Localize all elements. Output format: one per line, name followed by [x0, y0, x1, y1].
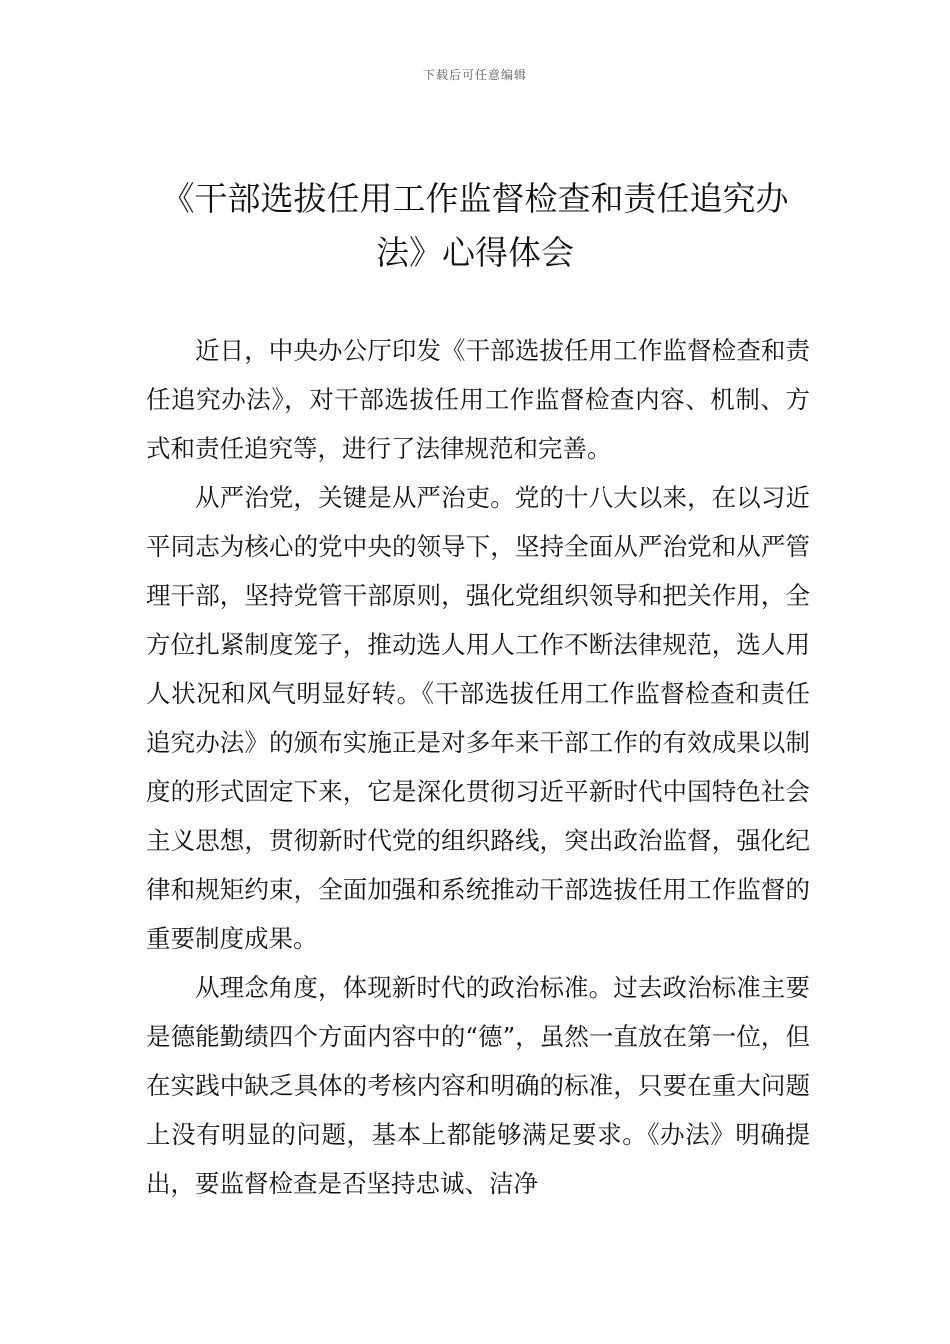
header-note: 下载后可任意编辑: [422, 68, 527, 82]
document-title: 《干部选拔任用工作监督检查和责任追究办法》心得体会: [161, 179, 789, 272]
paragraph: 从严治党，关键是从严治吏。党的十八大以来，在以习近平同志为核心的党中央的领导下，坚持全面从严治党和从严管理干部，坚持党管干部原则，强化党组织领导和把关作用，全方位扎紧制度笼子，推动选人用人工作不断法律规范，选人用人状况和风气明显好转。《干部选拔任用工作监督检查和责任追究办法》的颁布实施正是对多年来干部工作的有效成果以制度的形式固定下来，它是深化贯彻习近平新时代中国特色社会主义思想，贯彻新时代党的组织路线，突出政治监督，强化纪律和规矩约束，全面加强和系统推动干部选拔任用工作监督的重要制度成果。: [146, 483, 810, 953]
document-body: [146, 326, 810, 1208]
paragraph: 从理念角度，体现新时代的政治标准。过去政治标准主要是德能勤绩四个方面内容中的“德”，虽然一直放在第一位，但在实践中缺乏具体的考核内容和明确的标准，只要在重大问题上没有明显的问题，基本上都能够满足要求。《办法》明确提出，要监督检查是否坚持忠诚、洁净: [146, 973, 810, 1198]
paragraph: 近日，中央办公厅印发《干部选拔任用工作监督检查和责任追究办法》，对干部选拔任用工作监督检查内容、机制、方式和责任追究等，进行了法律规范和完善。: [146, 336, 810, 463]
